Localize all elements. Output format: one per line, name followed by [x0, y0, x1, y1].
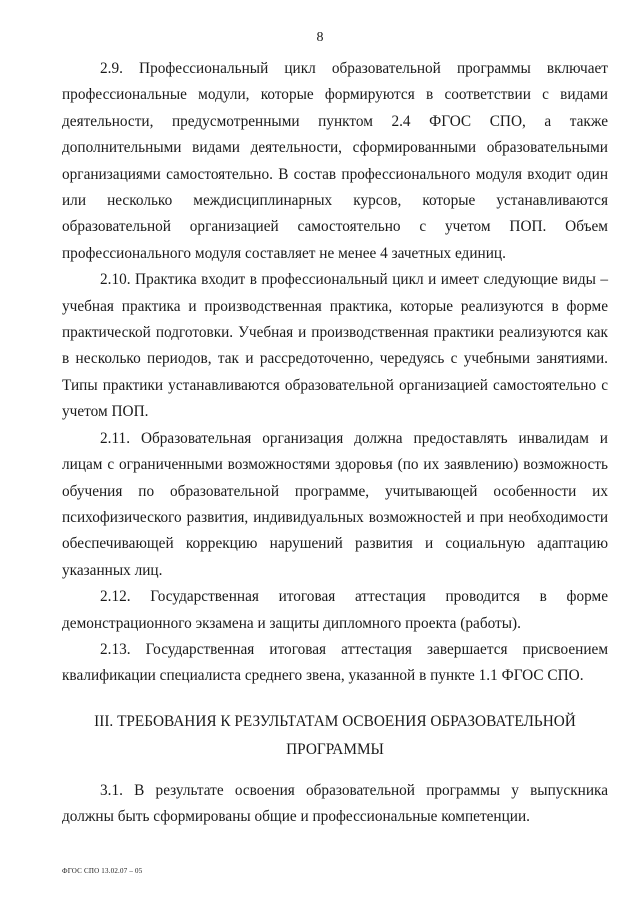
paragraph-2-9: 2.9. Профессиональный цикл образовательной программы включает профессиональные модули, которые формируются в соответствии с видами деятельности, предусмотренными пунктом 2.4 ФГОС СПО, а также дополнительными видами деятельности, сформированными образовательными организациями самостоятельно. В состав профессионального модуля входит один или несколько междисциплинарных курсов, которые устанавливаются образовательной организацией самостоятельно с учетом ПОП. Объем профессионального модуля составляет не менее 4 зачетных единиц.	[62, 60, 608, 262]
page-number: 8	[316, 30, 324, 45]
section-heading-line-2: ПРОГРАММЫ	[286, 740, 384, 758]
document-footer: ФГОС СПО 13.02.07 – 05	[62, 867, 143, 875]
paragraph-2-12: 2.12. Государственная итоговая аттестация проводится в форме демонстрационного экзамена и защиты дипломного проекта (работы).	[62, 588, 608, 632]
paragraph-3-1: 3.1. В результате освоения образовательной программы у выпускника должны быть сформированы общие и профессиональные компетенции.	[62, 781, 608, 826]
paragraph-2-13: 2.13. Государственная итоговая аттестация завершается присвоением квалификации специалиста среднего звена, указанной в пункте 1.1 ФГОС СПО.	[62, 640, 608, 685]
section-heading-line-1: III. ТРЕБОВАНИЯ К РЕЗУЛЬТАТАМ ОСВОЕНИЯ ОБРАЗОВАТЕЛЬНОЙ	[94, 712, 576, 730]
document-body	[62, 56, 608, 831]
section-heading	[62, 708, 608, 764]
paragraph-2-10: 2.10. Практика входит в профессиональный цикл и имеет следующие виды – учебная практика и производственная практика, которые реализуются в форме практической подготовки. Учебная и производственная практики реализуются как в несколько периодов, так и рассредоточенно, чередуясь с учебными занятиями. Типы практики устанавливаются образовательной организацией самостоятельно с учетом ПОП.	[62, 271, 608, 421]
paragraph-2-11: 2.11. Образовательная организация должна предоставлять инвалидам и лицам с ограниченными возможностями здоровья (по их заявлению) возможность обучения по образовательной программе, учитывающей особенности их психофизического развития, индивидуальных возможностей и при необходимости обеспечивающей коррекцию нарушений развития и социальную адаптацию указанных лиц.	[62, 429, 608, 579]
